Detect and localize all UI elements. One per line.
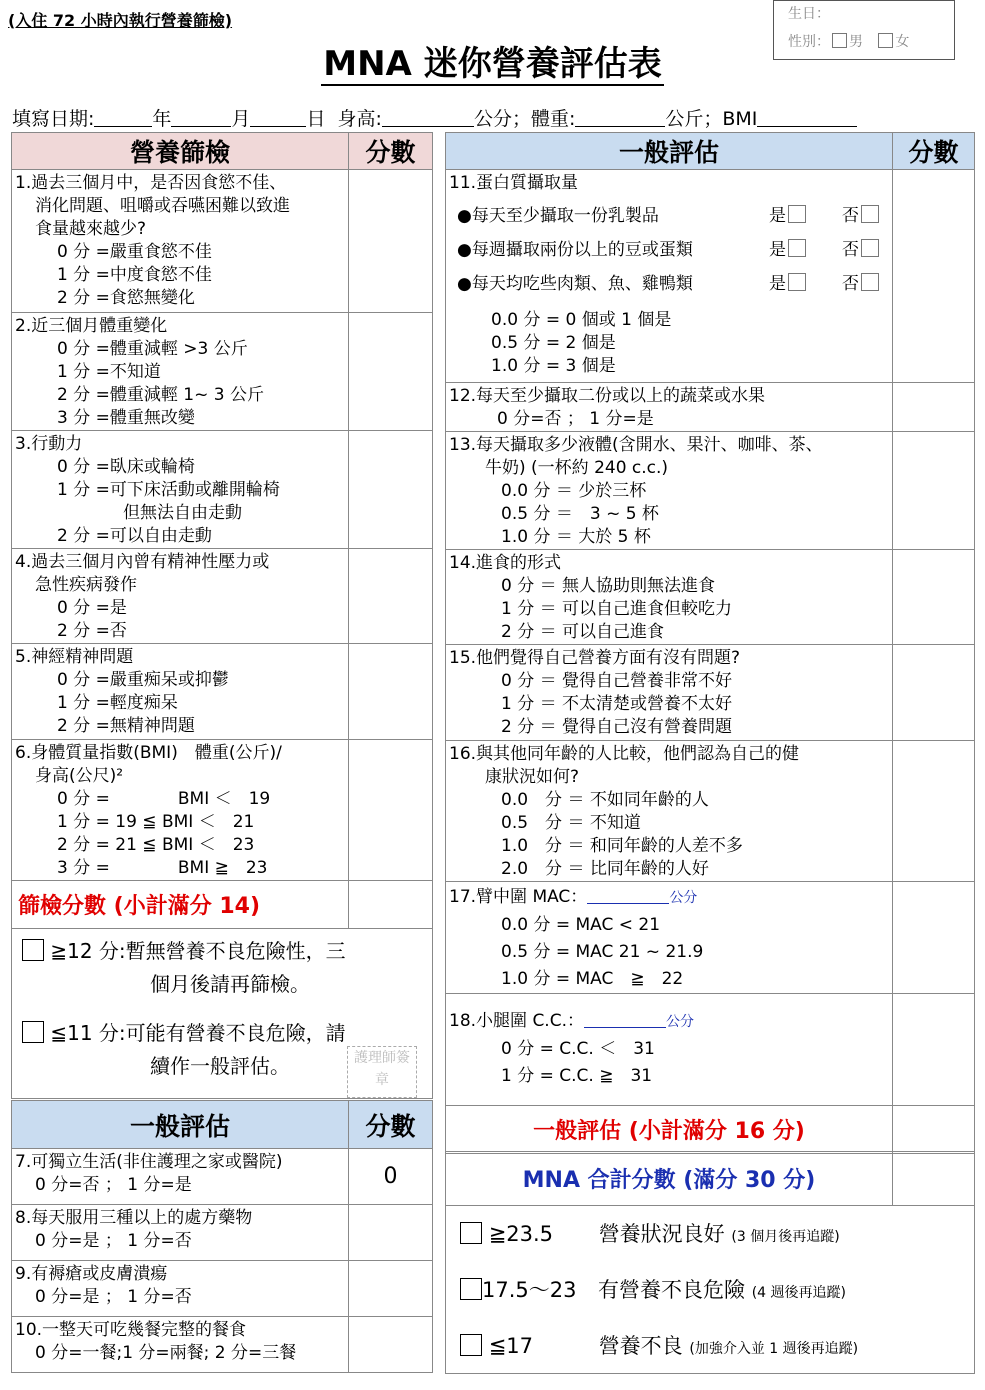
question-text: 食量越來越少?	[35, 219, 147, 239]
question-text: 5.神經精神問題	[15, 647, 134, 667]
gender-label: 性別：	[788, 34, 830, 50]
question-text: 4.過去三個月內曾有精神性壓力或	[15, 552, 270, 572]
total-checkbox-good[interactable]	[460, 1222, 482, 1244]
result-range: 17.5～23	[482, 1278, 577, 1302]
height-label: 身高:	[337, 108, 382, 130]
option-text: 1 分 ＝ 不太清楚或營養不太好	[501, 694, 733, 714]
general-item-9	[12, 1261, 349, 1317]
score-cell-7[interactable]: 0	[349, 1149, 433, 1205]
result-note: (4 週後再追蹤)	[751, 1285, 846, 1301]
question-text: 14.進食的形式	[449, 553, 562, 573]
total-checkbox-malnourished[interactable]	[460, 1334, 482, 1356]
day-label: 日	[306, 108, 326, 130]
screening-result-1b: 個月後請再篩檢。	[150, 972, 310, 996]
option-text: 0 分=否 ； 1 分=是	[497, 409, 654, 429]
screening-result-2a: ≦11 分:可能有營養不良危險，請	[50, 1021, 346, 1045]
option-text: 2.0 分 ＝ 比同年齡的人好	[501, 859, 709, 879]
option-text: 2 分 =體重減輕 1~ 3 公斤	[57, 385, 264, 405]
question-text: 17.臂中圍 MAC：	[449, 887, 588, 907]
general-left-table	[11, 1100, 433, 1373]
no-checkbox[interactable]	[861, 205, 879, 223]
total-row	[446, 1152, 893, 1206]
screening-result-cell	[12, 929, 433, 1099]
score-cell-10[interactable]	[349, 1317, 433, 1373]
screening-item-1	[12, 170, 349, 313]
bullet-text: ●每天均吃些肉類、魚、雞鴨類	[457, 274, 693, 294]
option-text: 0 分 ＝ 覺得自己營養非常不好	[501, 671, 733, 691]
score-cell-3[interactable]	[349, 431, 433, 549]
question-text: 11.蛋白質攝取量	[449, 173, 579, 193]
screening-subtotal-row	[12, 881, 349, 929]
bmi-label: 公斤；BMI	[665, 108, 758, 130]
general-subtotal-score[interactable]	[893, 1106, 975, 1154]
score-cell-12[interactable]	[893, 383, 975, 432]
result-text: 營養狀況良好	[598, 1222, 725, 1246]
question-text: 10.一整天可吃幾餐完整的餐食	[15, 1320, 247, 1340]
option-text: 1 分 = 19 ≦ BMI ＜ 21	[57, 812, 255, 832]
weight-blank[interactable]	[575, 108, 665, 127]
option-text: 0.0 分 ＝ 不如同年齡的人	[501, 790, 709, 810]
score-cell-14[interactable]	[893, 550, 975, 645]
no-label: 否	[842, 274, 859, 294]
total-table	[445, 1151, 975, 1374]
question-text: 康狀況如何?	[485, 767, 580, 787]
no-checkbox[interactable]	[861, 239, 879, 257]
option-text: 2 分 =無精神問題	[57, 716, 195, 736]
option-text: 2 分 = 21 ≦ BMI ＜ 23	[57, 835, 255, 855]
screening-header: 營養篩檢	[12, 133, 349, 170]
option-text: 1 分 = C.C. ≧ 31	[501, 1066, 653, 1086]
screening-subtotal-label: 篩檢分數 (小計滿分 14)	[18, 894, 261, 919]
height-blank[interactable]	[382, 108, 474, 127]
option-text: 1.0 分 ＝ 大於 5 杯	[501, 527, 651, 547]
option-text: 0 分=一餐;1 分=兩餐; 2 分=三餐	[35, 1343, 297, 1363]
bullet-text: ●每天至少攝取一份乳製品	[457, 206, 659, 226]
screening-score-header: 分數	[349, 133, 433, 170]
option-text: 0 分 =嚴重痴呆或抑鬱	[57, 670, 229, 690]
question-text: 3.行動力	[15, 434, 83, 454]
birth-label: 生日：	[788, 6, 830, 22]
general-left-score-header: 分數	[349, 1101, 433, 1149]
result-note: (加強介入並 1 週後再追蹤)	[689, 1341, 859, 1357]
general-right-table	[445, 132, 975, 1154]
option-text: 0 分 = C.C. ＜ 31	[501, 1039, 655, 1059]
option-text: 3 分 =體重無改變	[57, 408, 195, 428]
mac-blank[interactable]	[587, 885, 669, 904]
screening-subtotal-score[interactable]	[349, 881, 433, 929]
weight-label: 公分；體重:	[473, 108, 576, 130]
option-text: 0 分 = BMI ＜ 19	[57, 789, 271, 809]
bullet-text: ●每週攝取兩份以上的豆或蛋類	[457, 240, 693, 260]
general-item-8	[12, 1205, 349, 1261]
option-text: 1.0 分 ＝ 和同年齡的人差不多	[501, 836, 743, 856]
total-label: MNA 合計分數 (滿分 30 分)	[522, 1168, 816, 1193]
form-title: MNA 迷你營養評估表	[323, 44, 662, 84]
option-text: 1 分 ＝ 可以自己進食但較吃力	[501, 599, 733, 619]
result-checkbox-ok[interactable]	[22, 939, 44, 961]
month-label: 月	[231, 108, 251, 130]
score-cell-16[interactable]	[893, 741, 975, 882]
score-cell-15[interactable]	[893, 645, 975, 741]
no-label: 否	[842, 206, 859, 226]
score-cell-13[interactable]	[893, 432, 975, 550]
question-text: 9.有褥瘡或皮膚潰瘍	[15, 1264, 168, 1284]
question-text: 1.過去三個月中，是否因食慾不佳、	[15, 173, 287, 193]
option-text: 0 分=是 ； 1 分=否	[35, 1231, 192, 1251]
no-checkbox[interactable]	[861, 273, 879, 291]
general-subtotal-label: 一般評估 (小計滿分 16 分)	[533, 1119, 805, 1144]
general-item-15	[446, 645, 893, 741]
yes-label: 是	[769, 206, 786, 226]
screening-result-1a: ≧12 分:暫無營養不良危險性，三	[50, 939, 346, 963]
option-text: 0 分 =是	[57, 598, 127, 618]
cc-blank[interactable]	[584, 1009, 666, 1028]
question-text: 牛奶) (一杯約 240 c.c.)	[485, 458, 669, 478]
general-right-header: 一般評估	[446, 133, 893, 170]
question-text: 16.與其他同年齡的人比較，他們認為自己的健	[449, 744, 800, 764]
option-text: 2 分 =否	[57, 621, 127, 641]
question-text: 消化問題、咀嚼或吞嚥困難以致進	[35, 196, 290, 216]
yes-checkbox[interactable]	[788, 239, 806, 257]
question-text: 12.每天至少攝取二份或以上的蔬菜或水果	[449, 386, 766, 406]
female-label: 女	[895, 34, 910, 50]
result-range: ≧23.5	[488, 1222, 554, 1246]
male-label: 男	[849, 34, 863, 50]
screening-item-5	[12, 644, 349, 740]
yes-label: 是	[769, 274, 786, 294]
question-text: 13.每天攝取多少液體(含開水、果汁、咖啡、茶、	[449, 435, 823, 455]
score-cell-1[interactable]	[349, 170, 433, 313]
yes-checkbox[interactable]	[788, 273, 806, 291]
option-text: 1 分 =不知道	[57, 362, 161, 382]
option-text: 1 分 =中度食慾不佳	[57, 265, 212, 285]
screening-item-3	[12, 431, 349, 549]
option-text: 0.0 分 = 0 個或 1 個是	[491, 310, 672, 330]
option-text: 3 分 = BMI ≧ 23	[57, 858, 268, 878]
general-item-11	[446, 170, 893, 383]
general-item-12	[446, 383, 893, 432]
score-cell-8[interactable]	[349, 1205, 433, 1261]
nurse-stamp-box[interactable]: 護理師簽章	[347, 1046, 417, 1098]
score-cell-4[interactable]	[349, 549, 433, 644]
total-checkbox-risk[interactable]	[460, 1278, 482, 1300]
general-item-16	[446, 741, 893, 882]
screening-item-2	[12, 313, 349, 431]
fill-info-row	[12, 104, 857, 131]
total-score[interactable]	[893, 1152, 975, 1206]
question-text: 身高(公尺)²	[35, 766, 124, 786]
result-text: 有營養不良危險	[598, 1278, 745, 1302]
general-subtotal-row	[446, 1106, 893, 1154]
question-text: 15.他們覺得自己營養方面有沒有問題?	[449, 648, 741, 668]
general-item-17	[446, 882, 893, 994]
result-range: ≦17	[488, 1334, 534, 1358]
score-cell-2[interactable]	[349, 313, 433, 431]
year-label: 年	[152, 108, 172, 130]
option-text: 0 分=是 ； 1 分=否	[35, 1287, 192, 1307]
option-text: 0.5 分 = MAC 21 ~ 21.9	[501, 942, 704, 962]
form-title-wrap	[0, 36, 985, 85]
general-item-14	[446, 550, 893, 645]
screening-item-4	[12, 549, 349, 644]
score-cell-18[interactable]	[893, 994, 975, 1106]
question-text: 6.身體質量指數(BMI) 體重(公斤)/	[15, 743, 282, 763]
no-label: 否	[842, 240, 859, 260]
screening-item-6	[12, 740, 349, 881]
score-cell-9[interactable]	[349, 1261, 433, 1317]
total-result-cell	[446, 1206, 975, 1374]
option-text: 0 分 =體重減輕 >3 公斤	[57, 339, 248, 359]
option-text: 2 分 ＝ 可以自己進食	[501, 622, 665, 642]
option-text: 1.0 分 = 3 個是	[491, 356, 616, 376]
question-text: 8.每天服用三種以上的處方藥物	[15, 1208, 253, 1228]
question-text: 急性疾病發作	[35, 575, 137, 595]
fill-date-label: 填寫日期:	[12, 108, 95, 130]
option-text: 0.0 分 ＝ 少於三杯	[501, 481, 647, 501]
option-text: 0.5 分 = 2 個是	[491, 333, 616, 353]
option-text: 2 分 =食慾無變化	[57, 288, 195, 308]
screening-table	[11, 132, 433, 1099]
score-cell-17[interactable]	[893, 882, 975, 994]
option-text: 但無法自由走動	[123, 503, 242, 523]
year-blank[interactable]	[94, 108, 152, 127]
month-blank[interactable]	[171, 108, 231, 127]
question-text: 7.可獨立生活(非住護理之家或醫院)	[15, 1152, 283, 1172]
option-text: 0.5 分 ＝ 3 ~ 5 杯	[501, 504, 659, 524]
screening-time-note: (入住 72 小時內執行營養篩檢)	[8, 11, 233, 30]
score-cell-5[interactable]	[349, 644, 433, 740]
general-right-score-header: 分數	[893, 133, 975, 170]
general-item-7	[12, 1149, 349, 1205]
unit-text: 公分	[669, 890, 698, 906]
question-text: 18.小腿圍 C.C.：	[449, 1011, 584, 1031]
general-item-13	[446, 432, 893, 550]
result-text: 營養不良	[598, 1334, 683, 1358]
question-text: 2.近三個月體重變化	[15, 316, 168, 336]
general-item-10	[12, 1317, 349, 1373]
score-cell-6[interactable]	[349, 740, 433, 881]
general-item-18	[446, 994, 893, 1106]
score-cell-11[interactable]	[893, 170, 975, 383]
option-text: 0 分 ＝ 無人協助則無法進食	[501, 576, 716, 596]
yes-checkbox[interactable]	[788, 205, 806, 223]
option-text: 0 分 =嚴重食慾不佳	[57, 242, 212, 262]
result-note: (3 個月後再追蹤)	[731, 1229, 840, 1245]
option-text: 0 分=否 ； 1 分=是	[35, 1175, 192, 1195]
option-text: 1.0 分 = MAC ≧ 22	[501, 969, 684, 989]
screening-result-2b: 續作一般評估。	[150, 1054, 290, 1078]
result-checkbox-risk[interactable]	[22, 1021, 44, 1043]
day-blank[interactable]	[250, 108, 306, 127]
general-left-header: 一般評估	[12, 1101, 349, 1149]
bmi-blank[interactable]	[757, 108, 857, 127]
option-text: 0 分 =臥床或輪椅	[57, 457, 195, 477]
option-text: 0.5 分 ＝ 不知道	[501, 813, 641, 833]
yes-label: 是	[769, 240, 786, 260]
unit-text: 公分	[666, 1014, 694, 1030]
option-text: 1 分 =可下床活動或離開輪椅	[57, 480, 280, 500]
option-text: 0.0 分 = MAC < 21	[501, 915, 661, 935]
option-text: 1 分 =輕度痴呆	[57, 693, 178, 713]
option-text: 2 分 =可以自由走動	[57, 526, 212, 546]
option-text: 2 分 ＝ 覺得自己沒有營養問題	[501, 717, 733, 737]
